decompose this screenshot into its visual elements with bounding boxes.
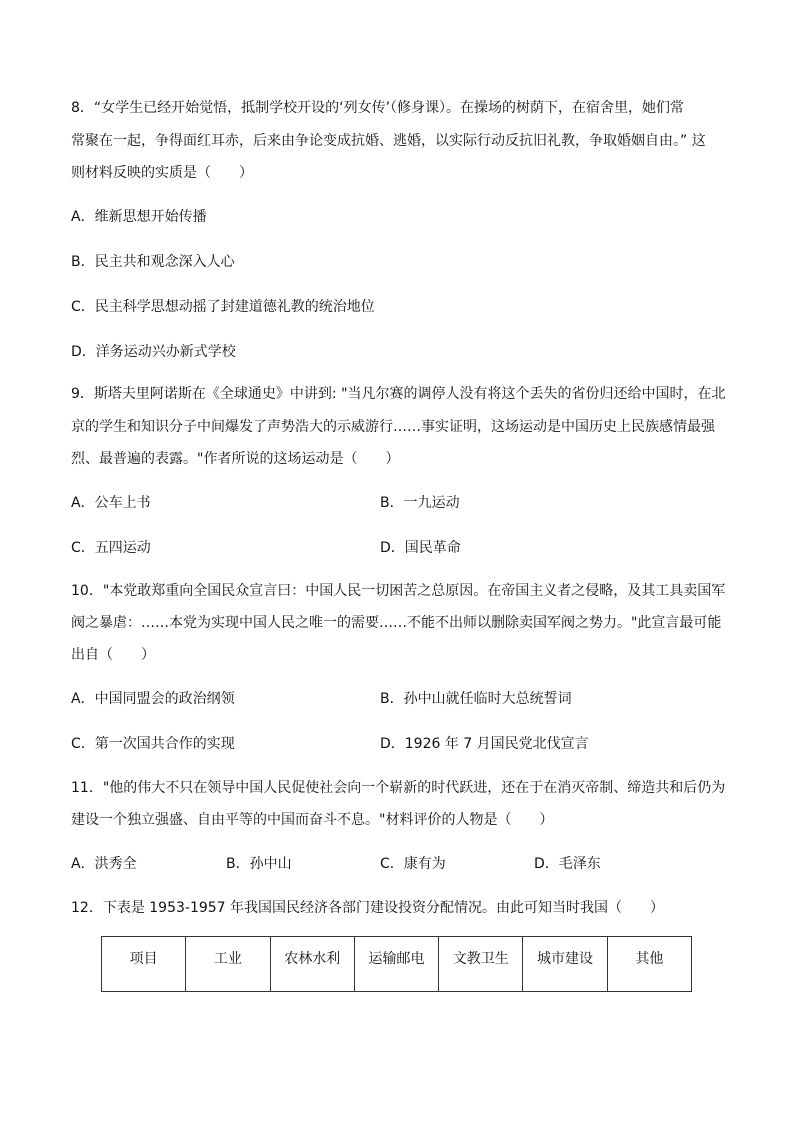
question-stem-line: 11．"他的伟大不只在领导中国人民促使社会向一个崭新的时代跃进，还在于在消灭帝制、缔造共和后仍为 [71,780,726,796]
question-stem-line: 烈、最普遍的表露。"作者所说的这场运动是（ ） [71,451,400,467]
table-header-cell: 文教卫生 [439,937,523,992]
table-header-cell: 农林水利 [270,937,354,992]
table-header-cell: 城市建设 [523,937,607,992]
option-d[interactable]: D．洋务运动兴办新式学校 [71,344,236,360]
question-stem-line: 阀之暴虐：……本党为实现中国人民之唯一的需要……不能不出师以删除卖国军阀之势力。"此宣言最可能 [71,615,722,631]
option-a[interactable]: A．公车上书 [71,495,151,511]
option-a[interactable]: A．洪秀全 [71,856,137,872]
table-header-cell: 工业 [186,937,270,992]
option-c[interactable]: C．五四运动 [71,540,151,556]
option-b[interactable]: B．孙中山就任临时大总统誓词 [380,691,572,707]
table-header-cell: 其他 [607,937,691,992]
table-header-cell: 项目 [102,937,186,992]
option-d[interactable]: D．国民革命 [380,540,461,556]
table-header-row [102,937,692,992]
option-c[interactable]: C．康有为 [380,856,446,872]
question-stem-line: 京的学生和知识分子中间爆发了声势浩大的示威游行……事实证明，这场运动是中国历史上民族感情最强 [71,419,715,435]
option-b[interactable]: B．一九运动 [380,495,460,511]
option-c[interactable]: C．第一次国共合作的实现 [71,736,235,752]
question-stem-line: 常聚在一起，争得面红耳赤，后来由争论变成抗婚、逃婚，以实际行动反抗旧礼教，争取婚姻自由。” 这 [71,133,706,149]
question-stem-line: 12．下表是 1953-1957 年我国国民经济各部门建设投资分配情况。由此可知当时我国（ ） [71,900,665,916]
question-stem-line: 建设一个独立强盛、自由平等的中国而奋斗不息。"材料评价的人物是（ ） [71,812,554,828]
question-stem-line: 出自（ ） [71,647,155,663]
option-a[interactable]: A．中国同盟会的政治纲领 [71,691,235,707]
option-d[interactable]: D．毛泽东 [534,856,601,872]
question-stem-line: 10．"本党敢郑重向全国民众宣言曰：中国人民一切困苦之总原因。在帝国主义者之侵略，及其工具卖国军 [71,583,726,599]
option-c[interactable]: C．民主科学思想动摇了封建道德礼教的统治地位 [71,299,375,315]
option-a[interactable]: A．维新思想开始传播 [71,209,207,225]
table-header-cell: 运输邮电 [354,937,438,992]
investment-table [101,936,692,992]
question-stem-line: 则材料反映的实质是（ ） [71,165,253,181]
option-b[interactable]: B．民主共和观念深入人心 [71,254,235,270]
option-d[interactable]: D．1926 年 7 月国民党北伐宣言 [380,736,589,752]
question-stem-line: 8．“女学生已经开始觉悟，抵制学校开设的‘列女传’（修身课）。在操场的树荫下，在宿舍里，她们常 [71,100,685,116]
question-stem-line: 9．斯塔夫里阿诺斯在《全球通史》中讲到: "当凡尔赛的调停人没有将这个丢失的省份归还给中国时，在北 [71,386,726,402]
option-b[interactable]: B．孙中山 [226,856,292,872]
